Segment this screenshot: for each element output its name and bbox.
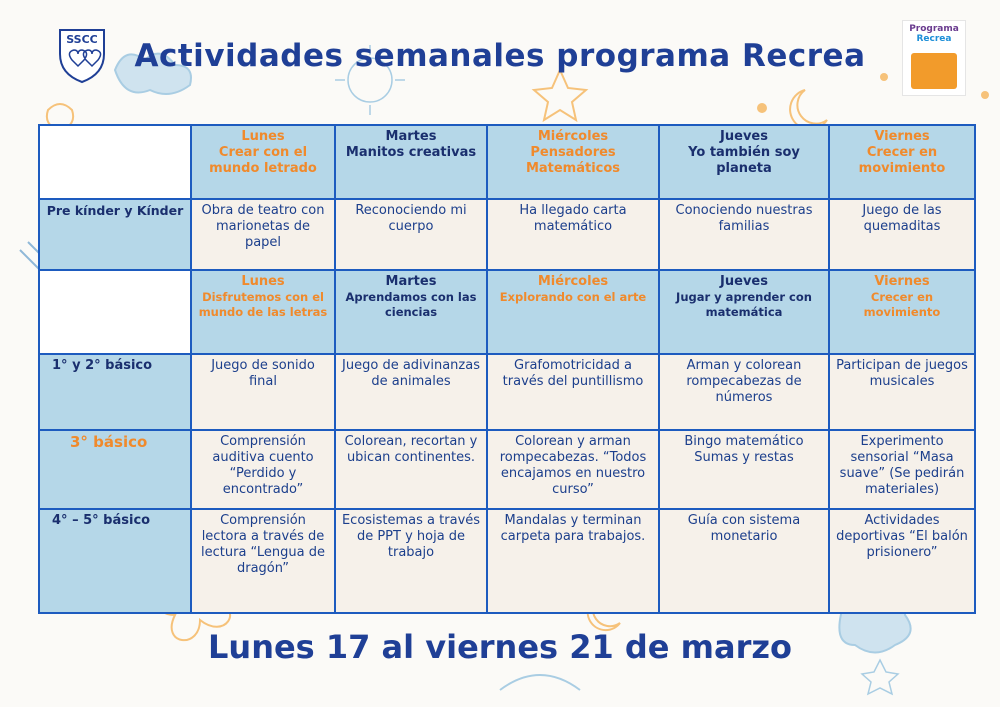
header-cell-jueves <box>659 270 829 354</box>
activity-cell: Juego de sonido final <box>191 354 335 430</box>
header-cell-miercoles <box>487 270 659 354</box>
day-label: Miércoles <box>537 129 609 144</box>
activity-cell: Grafomotricidad a través del puntillismo <box>487 354 659 430</box>
header-row-basico <box>39 270 975 354</box>
header-cell-miercoles <box>487 125 659 199</box>
header-cell-martes <box>335 125 487 199</box>
header-cell-martes <box>335 270 487 354</box>
activity-cell: Conociendo nuestras familias <box>659 199 829 269</box>
activity-cell: Ha llegado carta matemático <box>487 199 659 269</box>
activity-cell: Guía con sistema monetario <box>659 509 829 613</box>
date-range-footer: Lunes 17 al viernes 21 de marzo <box>208 628 792 666</box>
header-row-prekinder <box>39 125 975 199</box>
table-row <box>39 199 975 269</box>
activity-theme: Crecer en movimiento <box>858 145 946 176</box>
table-row <box>39 354 975 430</box>
activity-cell: Colorean, recortan y ubican continentes. <box>335 430 487 508</box>
day-label: Lunes <box>241 129 285 144</box>
activity-theme: Aprendamos con las ciencias <box>345 289 477 319</box>
header-cell-viernes <box>829 270 975 354</box>
activity-cell: Juego de adivinanzas de animales <box>335 354 487 430</box>
day-label: Lunes <box>241 273 285 289</box>
activity-cell: Ecosistemas a través de PPT y hoja de trabajo <box>335 509 487 613</box>
activity-cell: Juego de las quemaditas <box>829 199 975 269</box>
page-title: Actividades semanales programa Recrea <box>134 38 866 74</box>
empty-corner-cell <box>39 125 191 199</box>
day-label: Jueves <box>720 273 768 289</box>
activity-cell: Bingo matemático Sumas y restas <box>659 430 829 508</box>
badge-line2: Recrea <box>916 34 952 44</box>
activity-cell: Mandalas y terminan carpeta para trabajos. <box>487 509 659 613</box>
day-label: Viernes <box>874 273 930 289</box>
activity-cell: Reconociendo mi cuerpo <box>335 199 487 269</box>
activity-cell: Comprensión lectora a través de lectura “Lengua de dragón” <box>191 509 335 613</box>
empty-corner-cell <box>39 270 191 354</box>
activity-cell: Participan de juegos musicales <box>829 354 975 430</box>
activity-cell: Actividades deportivas “El balón prisionero” <box>829 509 975 613</box>
day-label: Viernes <box>874 129 930 144</box>
day-label: Miércoles <box>537 273 609 289</box>
activity-theme: Pensadores Matemáticos <box>525 145 621 176</box>
activity-theme: Crear con el mundo letrado <box>209 145 317 176</box>
activity-theme: Manitos creativas <box>345 145 477 160</box>
level-cell: Pre kínder y Kínder <box>39 199 191 269</box>
activity-theme: Disfrutemos con el mundo de las letras <box>198 289 328 319</box>
badge-line1: Programa <box>909 24 959 34</box>
level-cell: 3° básico <box>39 430 191 508</box>
header-cell-lunes <box>191 125 335 199</box>
activity-cell: Experimento sensorial “Masa suave” (Se pedirán materiales) <box>829 430 975 508</box>
weekly-schedule-table <box>38 124 976 614</box>
activity-theme: Crecer en movimiento <box>863 289 941 319</box>
day-label: Martes <box>385 273 437 289</box>
activity-cell: Colorean y arman rompecabezas. “Todos encajamos en nuestro curso” <box>487 430 659 508</box>
activity-cell: Obra de teatro con marionetas de papel <box>191 199 335 269</box>
level-cell: 4° – 5° básico <box>39 509 191 613</box>
activity-cell: Arman y colorean rompecabezas de números <box>659 354 829 430</box>
day-label: Jueves <box>720 129 768 144</box>
activity-theme: Explorando con el arte <box>499 289 647 304</box>
header-cell-viernes <box>829 125 975 199</box>
level-cell: 1° y 2° básico <box>39 354 191 430</box>
header-cell-lunes <box>191 270 335 354</box>
logo-text: SSCC <box>66 33 98 46</box>
table-row <box>39 430 975 508</box>
activity-theme: Yo también soy planeta <box>688 145 800 176</box>
activity-cell: Comprensión auditiva cuento “Perdido y encontrado” <box>191 430 335 508</box>
day-label: Martes <box>385 129 437 144</box>
table-row <box>39 509 975 613</box>
activity-theme: Jugar y aprender con matemática <box>676 289 812 319</box>
header-cell-jueves <box>659 125 829 199</box>
